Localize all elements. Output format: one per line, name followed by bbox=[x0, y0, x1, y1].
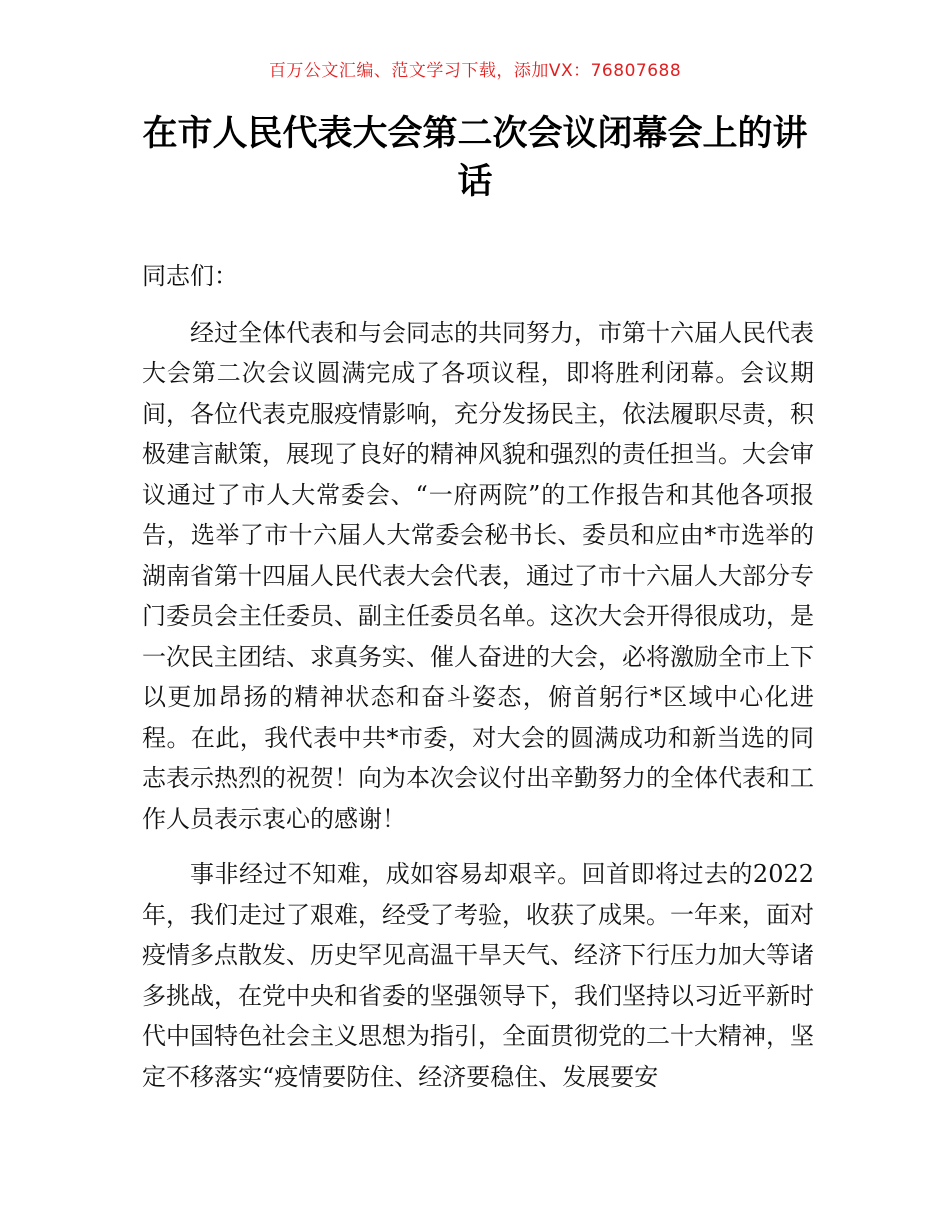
header-watermark-note: 百万公文汇编、范文学习下载，添加VX：76807688 bbox=[268, 61, 682, 81]
document-body bbox=[142, 256, 814, 1112]
document-title: 在市人民代表大会第二次会议闭幕会上的讲话 bbox=[142, 113, 808, 202]
paragraph-1: 经过全体代表和与会同志的共同努力，市第十六届人民代表大会第二次会议圆满完成了各项议程，即将胜利闭幕。会议期间，各位代表克服疫情影响，充分发扬民主，依法履职尽责，积极建言献策，展现了良好的精神风貌和强烈的责任担当。大会审议通过了市人大常委会、“一府两院”的工作报告和其他各项报告，选举了市十六届人大常委会秘书长、委员和应由*市选举的湖南省第十四届人民代表大会代表，通过了市十六届人大部分专门委员会主任委员、副主任委员名单。这次大会开得很成功，是一次民主团结、求真务实、催人奋进的大会，必将激励全市上下以更加昂扬的精神状态和奋斗姿态，俯首躬行*区域中心化进程。在此，我代表中共*市委，对大会的圆满成功和新当选的同志表示热烈的祝贺！向为本次会议付出辛勤努力的全体代表和工作人员表示衷心的感谢！ bbox=[142, 318, 814, 833]
salutation: 同志们： bbox=[142, 262, 238, 290]
paragraph-2: 事非经过不知难，成如容易却艰辛。回首即将过去的2022年，我们走过了艰难，经受了考验，收获了成果。一年来，面对疫情多点散发、历史罕见高温干旱天气、经济下行压力加大等诸多挑战，在党中央和省委的坚强领导下，我们坚持以习近平新时代中国特色社会主义思想为指引，全面贯彻党的二十大精神，坚定不移落实“疫情要防住、经济要稳住、发展要安 bbox=[142, 860, 814, 1091]
